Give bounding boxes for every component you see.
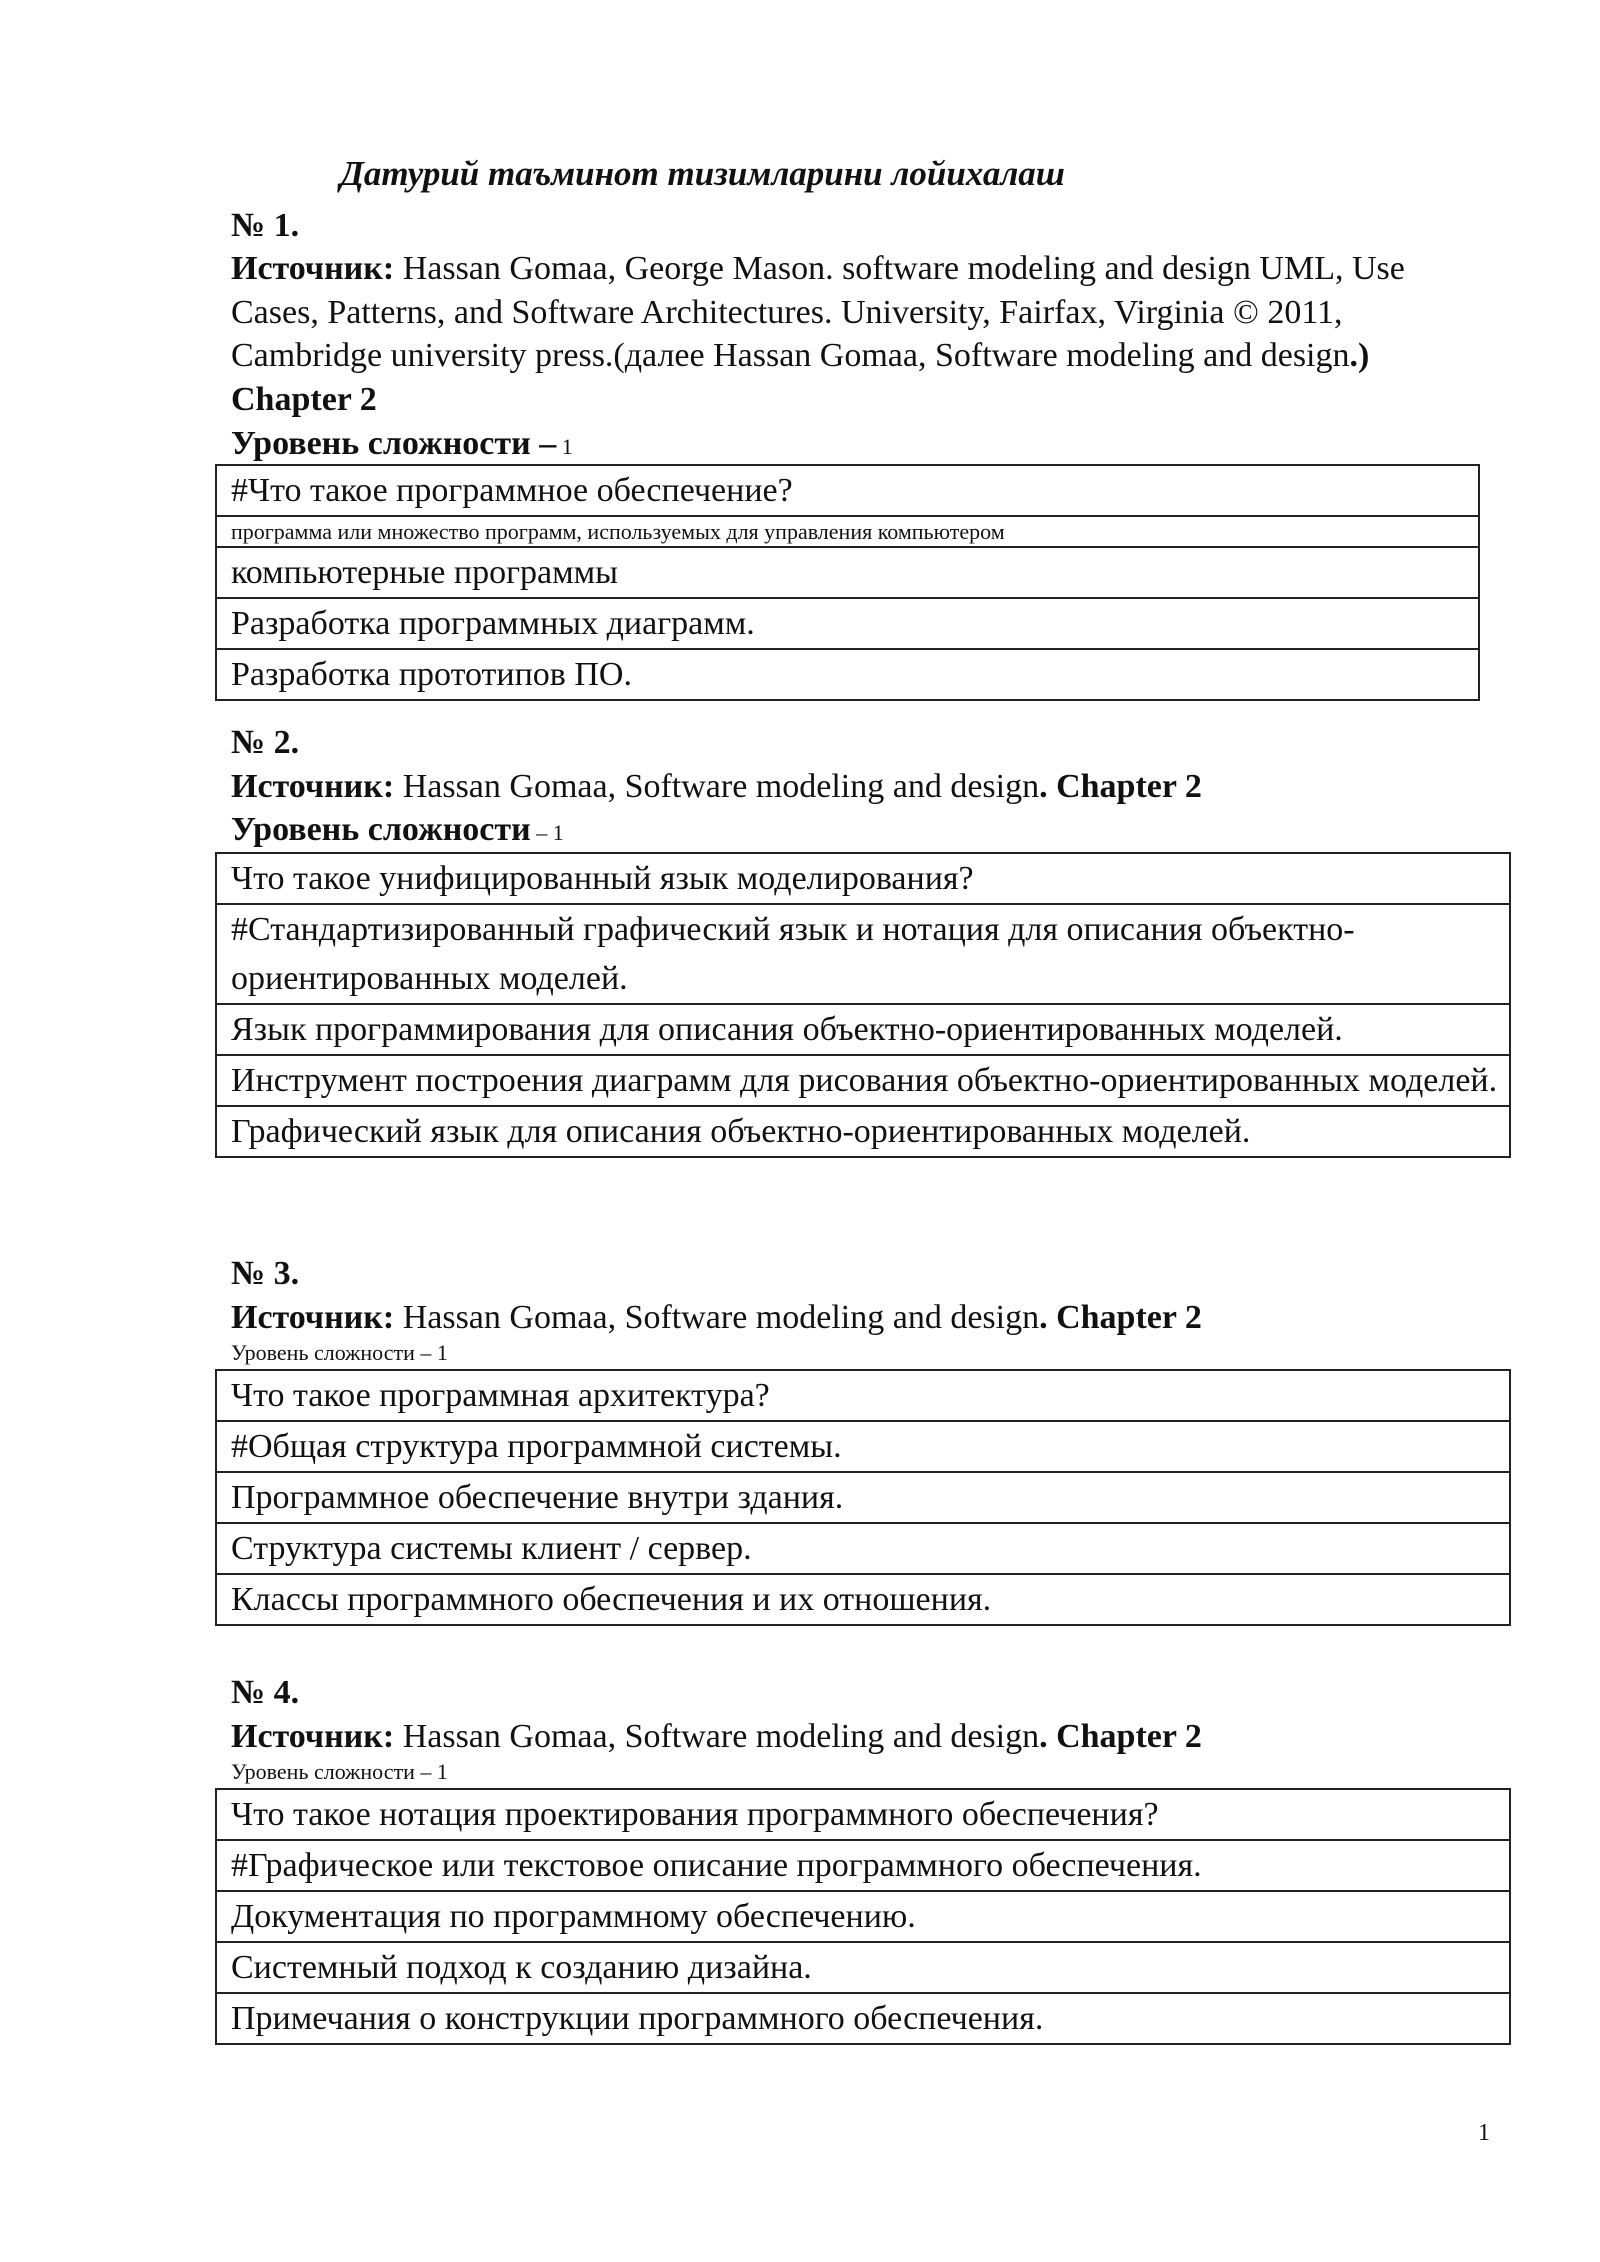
level-value: – 1 [530,820,564,845]
question-4-options-table [215,1788,1511,2045]
option-cell: программа или множество программ, используемых для управления компьютером [216,516,1479,547]
level-value: 1 [556,434,573,459]
option-cell: Примечания о конструкции программного обеспечения. [216,1993,1510,2044]
source-chapter: . Chapter 2 [1039,768,1202,805]
option-cell: #Графическое или текстовое описание программного обеспечения. [216,1840,1510,1891]
option-cell: #Стандартизированный графический язык и нотация для описания объектно-ориентированных моделей. [216,904,1510,1004]
source-chapter: . Chapter 2 [1039,1718,1202,1755]
source-text: Hassan Gomaa, Software modeling and design [394,1299,1040,1336]
option-cell: Разработка прототипов ПО. [216,649,1479,700]
question-3-number: № 3. [231,1255,300,1292]
level-label: Уровень сложности – 1 [231,1759,448,1784]
level-label: Уровень сложности – 1 [231,1340,448,1365]
question-2-source [231,765,1491,809]
level-label: Уровень сложности [231,811,531,848]
source-text: Hassan Gomaa, Software modeling and design [394,1718,1040,1755]
source-chapter: .) Chapter 2 [231,337,1370,418]
question-3-level [231,1340,448,1366]
option-cell: Графический язык для описания объектно-ориентированных моделей. [216,1106,1510,1157]
question-4-level [231,1759,448,1785]
source-text: Hassan Gomaa, George Mason. software modeling and design UML, Use Cases, Patterns, and Software Architectures. University, Fairfax, Virginia © 2011, Cambridge university press.(далее Hassan Gomaa, Software modeling and design [231,250,1405,374]
question-3-options-table [215,1369,1511,1626]
option-cell: Что такое программная архитектура? [216,1370,1510,1421]
question-2-number: № 2. [231,724,300,761]
level-label: Уровень сложности – [231,425,557,462]
option-cell: Документация по программному обеспечению. [216,1891,1510,1942]
option-cell: #Общая структура программной системы. [216,1421,1510,1472]
source-label: Источник: [231,250,395,287]
question-1-source [231,247,1491,421]
option-cell: Что такое нотация проектирования программного обеспечения? [216,1789,1510,1840]
option-cell: Что такое унифицированный язык моделирования? [216,853,1510,904]
option-cell: Системный подход к созданию дизайна. [216,1942,1510,1993]
source-text: Hassan Gomaa, Software modeling and design [394,768,1040,805]
source-chapter: . Chapter 2 [1039,1299,1202,1336]
option-cell: Программное обеспечение внутри здания. [216,1472,1510,1523]
question-4-number: № 4. [231,1674,300,1711]
question-2-options-table [215,852,1511,1158]
question-4-source [231,1715,1491,1759]
source-label: Источник: [231,1718,395,1755]
source-label: Источник: [231,768,395,805]
option-cell: Разработка программных диаграмм. [216,598,1479,649]
option-cell: компьютерные программы [216,547,1479,598]
option-cell: #Что такое программное обеспечение? [216,465,1479,516]
question-1-options-table [215,464,1480,701]
page-number: 1 [1478,2120,1490,2146]
question-2-level [231,810,564,856]
question-1-number: № 1. [231,207,300,244]
option-cell: Инструмент построения диаграмм для рисования объектно-ориентированных моделей. [216,1055,1510,1106]
document-title: Датурий таъминот тизимларини лойихалаш [340,154,1065,193]
question-3-source [231,1296,1491,1340]
option-cell: Язык программирования для описания объектно-ориентированных моделей. [216,1004,1510,1055]
option-cell: Структура системы клиент / сервер. [216,1523,1510,1574]
source-label: Источник: [231,1299,395,1336]
option-cell: Классы программного обеспечения и их отношения. [216,1574,1510,1625]
